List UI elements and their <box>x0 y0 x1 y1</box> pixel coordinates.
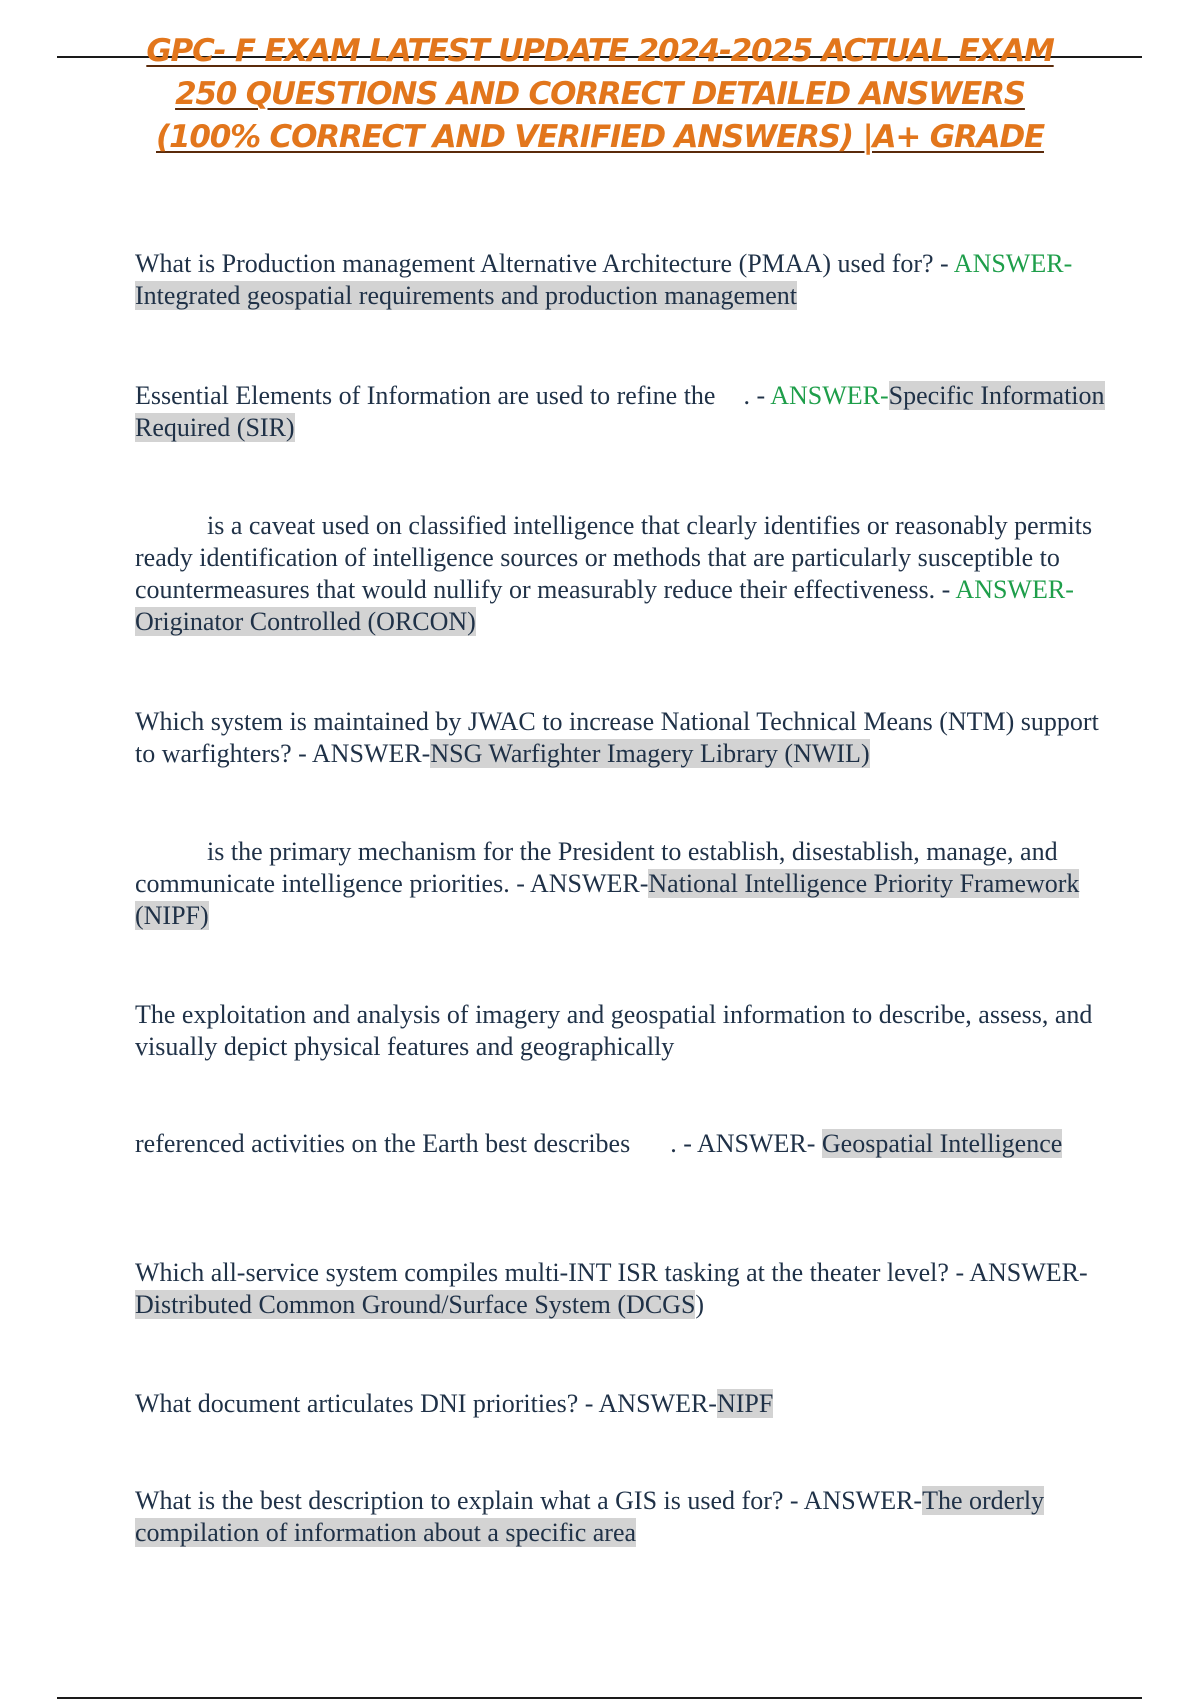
question-text-continued: referenced activities on the Earth best describes <box>135 1129 631 1158</box>
title-line-1: GPC- F EXAM LATEST UPDATE 2024-2025 ACTUAL EXAM <box>146 33 1054 69</box>
qa-item <box>135 1388 1105 1420</box>
answer-text: Geospatial Intelligence <box>821 1129 1063 1158</box>
question-tail: . - <box>670 1129 692 1158</box>
question-text: What document articulates DNI priorities? - <box>135 1389 594 1418</box>
qa-item-continued <box>135 1128 1105 1160</box>
qa-item <box>135 999 1105 1063</box>
answer-tag: ANSWER- <box>770 381 889 410</box>
question-text: is a caveat used on classified intelligence that clearly identifies or reasonably permits ready identification of intelligence sources or methods that are particularly susceptible to countermeasures that would nullify or measurably reduce their effectiveness. - <box>135 511 1093 604</box>
answer-tag: ANSWER- <box>598 1389 717 1418</box>
qa-item <box>135 836 1105 932</box>
question-text: Which all-service system compiles multi-INT ISR tasking at the theater level? - <box>135 1258 965 1287</box>
question-text: Essential Elements of Information are used to refine the <box>135 381 716 410</box>
answer-tag: ANSWER- <box>529 869 649 898</box>
answer-text: Specific Information Required (SIR) <box>135 381 1105 442</box>
answer-text: Integrated geospatial requirements and production management <box>135 281 798 310</box>
answer-tag: ANSWER- <box>969 1258 1088 1287</box>
answer-tag: ANSWER- <box>696 1129 822 1158</box>
question-text: What is Production management Alternative Architecture (PMAA) used for? - <box>135 249 949 278</box>
question-text: The exploitation and analysis of imagery and geospatial information to describe, assess, and visually depict physical features and geographically <box>135 1000 1093 1061</box>
document-title <box>80 30 1120 159</box>
question-text: is the primary mechanism for the President to establish, disestablish, manage, and communicate intelligence priorities. - <box>135 837 1058 898</box>
answer-text: NSG Warfighter Imagery Library (NWIL) <box>430 739 870 768</box>
answer-tag: ANSWER- <box>803 1486 923 1515</box>
qa-item <box>135 510 1105 638</box>
answer-suffix: ) <box>695 1290 705 1319</box>
answer-text: The orderly compilation of information about a specific area <box>135 1486 1045 1547</box>
answer-tag: ANSWER- <box>955 575 1074 604</box>
title-line-3: (100% CORRECT AND VERIFIED ANSWERS) |A+ GRADE <box>156 119 1044 155</box>
qa-item <box>135 706 1105 770</box>
answer-text: Originator Controlled (ORCON) <box>135 607 476 636</box>
question-text: What is the best description to explain what a GIS is used for? - <box>135 1486 799 1515</box>
footer-rule <box>57 1697 1142 1699</box>
answer-tag: ANSWER- <box>953 249 1073 278</box>
question-tail: . - <box>743 381 766 410</box>
answer-text: NIPF <box>716 1389 774 1418</box>
qa-item <box>135 1485 1105 1549</box>
answer-text: National Intelligence Priority Framework (NIPF) <box>135 869 1080 930</box>
answer-text: Distributed Common Ground/Surface System (DCGS <box>135 1290 696 1319</box>
question-text: Which system is maintained by JWAC to increase National Technical Means (NTM) support to warfighters? - <box>135 707 1099 768</box>
qa-item <box>135 380 1105 444</box>
answer-tag: ANSWER- <box>311 739 431 768</box>
qa-item <box>135 248 1105 312</box>
title-line-2: 250 QUESTIONS AND CORRECT DETAILED ANSWERS <box>175 76 1025 112</box>
qa-item <box>135 1257 1105 1321</box>
